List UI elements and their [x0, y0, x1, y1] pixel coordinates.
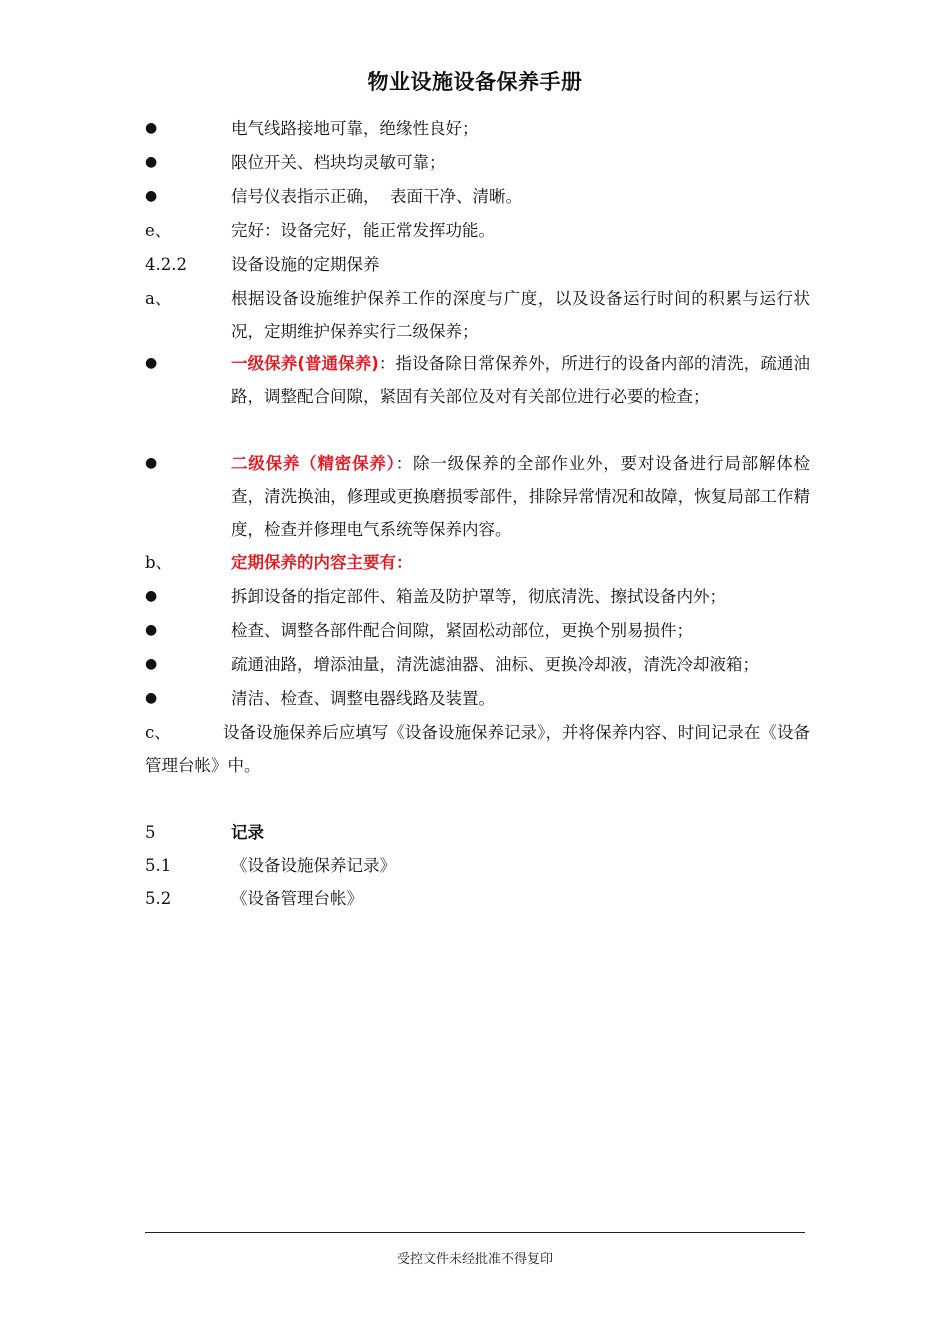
item-text: 清洁、检查、调整电器线路及装置。: [231, 689, 495, 708]
item-text: 电气线路接地可靠，绝缘性良好；: [231, 119, 479, 138]
item-text: [231, 347, 810, 413]
list-item: [145, 214, 810, 247]
item-text: 信号仪表指示正确， 表面干净、清晰。: [231, 187, 522, 206]
list-item: [145, 580, 810, 613]
list-item: [145, 146, 810, 179]
subsection-title: 设备设施的定期保养: [231, 255, 380, 274]
emphasis-label: 定期保养的内容主要有：: [231, 553, 413, 572]
section-heading: [145, 816, 810, 849]
record-item: [145, 882, 810, 915]
item-body: ：除一级保养的全部作业外，要对设备进行局部解体检查，清洗换油，修理或更换磨损零部件，排除异常情况和故障，恢复局部工作精度，检查并修理电气系统等保养内容。: [231, 454, 811, 539]
list-item: [145, 180, 810, 213]
subsection-number: 4.2.2: [145, 255, 187, 274]
item-text: 设备设施保养后应填写《设备设施保养记录》，并将保养内容、时间记录在《设备管理台帐》中。: [145, 723, 810, 775]
footer-divider: [145, 1232, 805, 1233]
list-item: [145, 447, 810, 546]
emphasis-label: 二级保养（精密保养）: [231, 454, 396, 473]
bullet-icon: ●: [145, 120, 158, 136]
list-item: [145, 282, 810, 348]
item-text: 完好：设备完好，能正常发挥功能。: [231, 221, 495, 240]
bullet-icon: ●: [145, 355, 158, 371]
item-label: b、: [145, 553, 173, 572]
list-item: [145, 716, 810, 782]
footer-note: 受控文件未经批准不得复印: [396, 1252, 553, 1267]
list-item: [145, 682, 810, 715]
bullet-icon: ●: [145, 656, 158, 672]
bullet-icon: ●: [145, 455, 158, 471]
item-label: c、: [145, 723, 171, 742]
item-text: 限位开关、档块均灵敏可靠；: [231, 153, 446, 172]
item-text: 拆卸设备的指定部件、箱盖及防护罩等，彻底清洗、擦拭设备内外；: [231, 587, 726, 606]
item-text: 检查、调整各部件配合间隙，紧固松动部位，更换个别易损件；: [231, 621, 693, 640]
bullet-icon: ●: [145, 690, 158, 706]
record-number: 5.1: [145, 856, 172, 875]
list-item: [145, 112, 810, 145]
item-label: e、: [145, 221, 172, 240]
list-item: [145, 648, 810, 681]
list-item: [145, 614, 810, 647]
record-number: 5.2: [145, 889, 172, 908]
section-number: 5: [145, 823, 156, 842]
emphasis-label: 一级保养(普通保养): [231, 354, 379, 373]
item-text: 疏通油路，增添油量，清洗滤油器、油标、更换冷却液，清洗冷却液箱；: [231, 655, 759, 674]
list-item: [145, 347, 810, 413]
subsection-heading: [145, 248, 810, 281]
item-body: ：指设备除日常保养外，所进行的设备内部的清洗，疏通油路，调整配合间隙，紧固有关部位及对有关部位进行必要的检查；: [231, 354, 811, 406]
document-title: 物业设施设备保养手册: [367, 70, 583, 94]
record-item: [145, 849, 810, 882]
bullet-icon: ●: [145, 154, 158, 170]
record-title: 《设备设施保养记录》: [231, 856, 396, 875]
list-item: [145, 546, 810, 579]
record-title: 《设备管理台帐》: [231, 889, 363, 908]
item-text: [231, 447, 810, 546]
item-text: 根据设备设施维护保养工作的深度与广度，以及设备运行时间的积累与运行状况，定期维护保养实行二级保养；: [231, 289, 810, 341]
section-title: 记录: [231, 823, 264, 842]
bullet-icon: ●: [145, 622, 158, 638]
item-label: a、: [145, 289, 172, 308]
bullet-icon: ●: [145, 588, 158, 604]
bullet-icon: ●: [145, 188, 158, 204]
